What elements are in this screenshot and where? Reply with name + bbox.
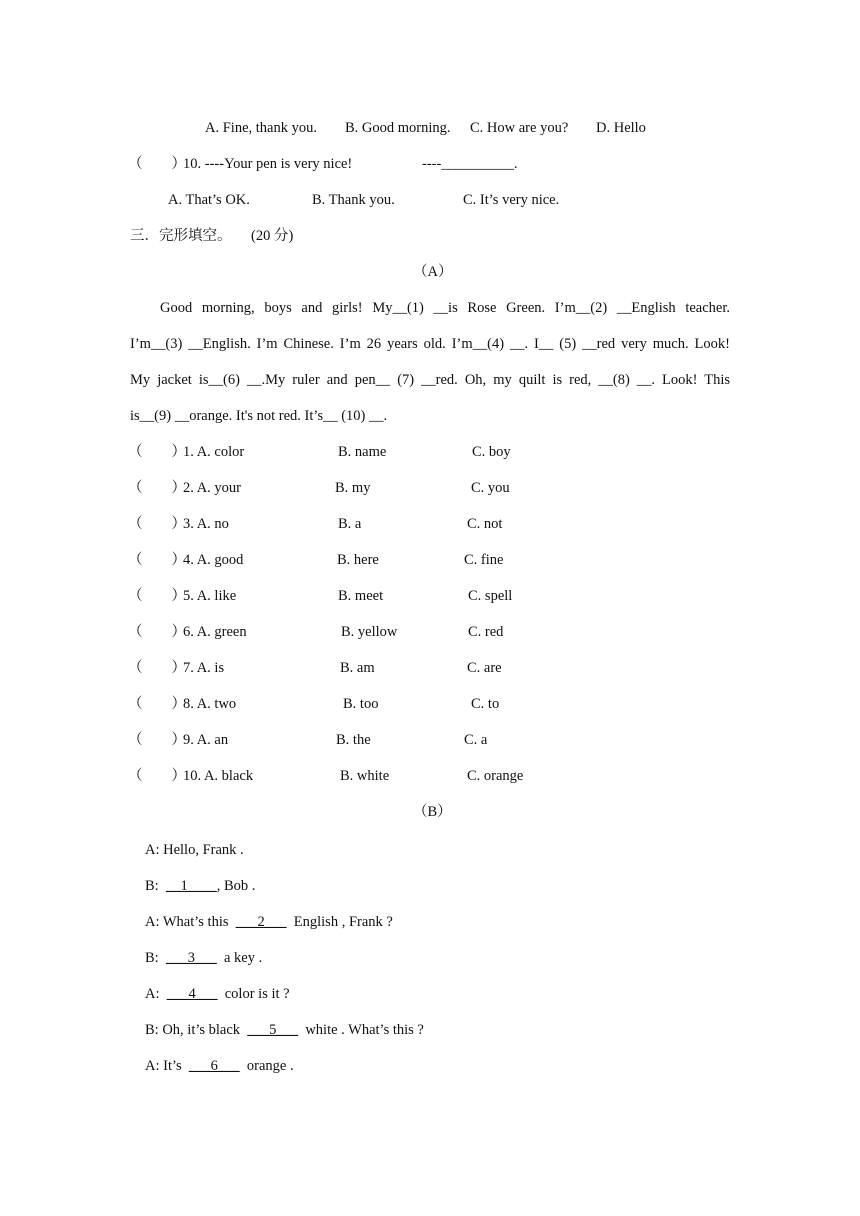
q10-reply bbox=[422, 155, 517, 173]
q10-reply-prefix: ---- bbox=[422, 156, 442, 172]
dialogue-line: A: It’s ___6___ orange . bbox=[145, 1058, 294, 1074]
question-option-a: 2. A. your bbox=[183, 480, 241, 496]
question-paren: （ ） bbox=[128, 660, 186, 676]
passage-line-1: Good morning, boys and girls! My__(1) __is Rose Green. I’m__(2) __English teacher. bbox=[160, 300, 730, 316]
question-option-a: 3. A. no bbox=[183, 516, 229, 532]
question-option-b: B. the bbox=[336, 732, 371, 748]
question-paren: （ ） bbox=[128, 444, 186, 460]
question-paren: （ ） bbox=[128, 516, 186, 532]
q10-option-b: B. Thank you. bbox=[312, 192, 395, 208]
answer-blank: ___3___ bbox=[165, 950, 217, 966]
question-option-b: B. name bbox=[338, 444, 387, 460]
question-option-c: C. spell bbox=[468, 588, 513, 604]
question-option-c: C. not bbox=[467, 516, 503, 532]
question-option-c: C. are bbox=[467, 660, 502, 676]
question-option-c: C. red bbox=[468, 624, 504, 640]
question-option-b: B. meet bbox=[338, 588, 384, 604]
question-option-c: C. orange bbox=[467, 768, 524, 784]
question-option-a: 1. A. color bbox=[183, 444, 245, 460]
question-option-a: 7. A. is bbox=[183, 660, 225, 676]
question-option-a: 5. A. like bbox=[183, 588, 237, 604]
q10-blank: __________ bbox=[441, 156, 514, 172]
answer-blank: ___5___ bbox=[247, 1022, 299, 1038]
q10-paren: （ ） bbox=[128, 156, 186, 172]
dialogue-line: A: Hello, Frank . bbox=[145, 842, 244, 858]
question-option-b: B. yellow bbox=[341, 624, 398, 640]
q9-option-b: B. Good morning. bbox=[345, 120, 451, 136]
question-option-a: 8. A. two bbox=[183, 696, 237, 712]
passage-line-2: I’m__(3) __English. I’m Chinese. I’m 26 years old. I’m__(4) __. I__ (5) __red very much. Look! bbox=[130, 336, 730, 352]
question-option-b: B. am bbox=[340, 660, 375, 676]
question-option-a: 4. A. good bbox=[183, 552, 244, 568]
question-option-a: 9. A. an bbox=[183, 732, 229, 748]
q10-reply-end: . bbox=[513, 156, 518, 172]
dialogue-line: B: Oh, it’s black ___5___ white . What’s this ? bbox=[145, 1022, 424, 1038]
dialogue-line: B: __1____, Bob . bbox=[145, 878, 256, 894]
q9-option-a: A. Fine, thank you. bbox=[205, 120, 317, 136]
question-option-c: C. a bbox=[464, 732, 488, 748]
q9-option-d: D. Hello bbox=[596, 120, 646, 136]
part-a-label: （A） bbox=[413, 264, 453, 280]
question-option-b: B. my bbox=[335, 480, 371, 496]
answer-blank: ___4___ bbox=[166, 986, 218, 1002]
question-paren: （ ） bbox=[128, 552, 186, 568]
q10-option-a: A. That’s OK. bbox=[168, 192, 250, 208]
question-paren: （ ） bbox=[128, 588, 186, 604]
q10-stem: 10. ----Your pen is very nice! bbox=[183, 156, 353, 172]
section-score: (20 分) bbox=[251, 228, 294, 244]
answer-blank: __1____ bbox=[165, 878, 217, 894]
answer-blank: ___2___ bbox=[235, 914, 287, 930]
question-paren: （ ） bbox=[128, 768, 186, 784]
question-paren: （ ） bbox=[128, 480, 186, 496]
question-paren: （ ） bbox=[128, 624, 186, 640]
dialogue-line: A: ___4___ color is it ? bbox=[145, 986, 290, 1002]
passage-line-3: My jacket is__(6) __.My ruler and pen__ (7) __red. Oh, my quilt is red, __(8) __. Look! This bbox=[130, 372, 730, 388]
dialogue-line: B: ___3___ a key . bbox=[145, 950, 263, 966]
question-option-c: C. fine bbox=[464, 552, 504, 568]
question-option-b: B. too bbox=[343, 696, 379, 712]
question-option-b: B. white bbox=[340, 768, 390, 784]
question-option-b: B. here bbox=[337, 552, 379, 568]
q10-option-c: C. It’s very nice. bbox=[463, 192, 560, 208]
question-option-a: 6. A. green bbox=[183, 624, 247, 640]
question-option-c: C. to bbox=[471, 696, 500, 712]
part-b-label: （B） bbox=[413, 804, 452, 820]
q9-option-c: C. How are you? bbox=[470, 120, 569, 136]
question-paren: （ ） bbox=[128, 696, 186, 712]
question-option-c: C. boy bbox=[472, 444, 511, 460]
question-option-a: 10. A. black bbox=[183, 768, 254, 784]
answer-blank: ___6___ bbox=[188, 1058, 240, 1074]
question-option-b: B. a bbox=[338, 516, 362, 532]
dialogue-line: A: What’s this ___2___ English , Frank ? bbox=[145, 914, 393, 930]
question-paren: （ ） bbox=[128, 732, 186, 748]
question-option-c: C. you bbox=[471, 480, 510, 496]
passage-line-4: is__(9) __orange. It's not red. It’s__ (10) __. bbox=[130, 408, 388, 424]
section-title: 三．完形填空。 bbox=[130, 228, 232, 244]
